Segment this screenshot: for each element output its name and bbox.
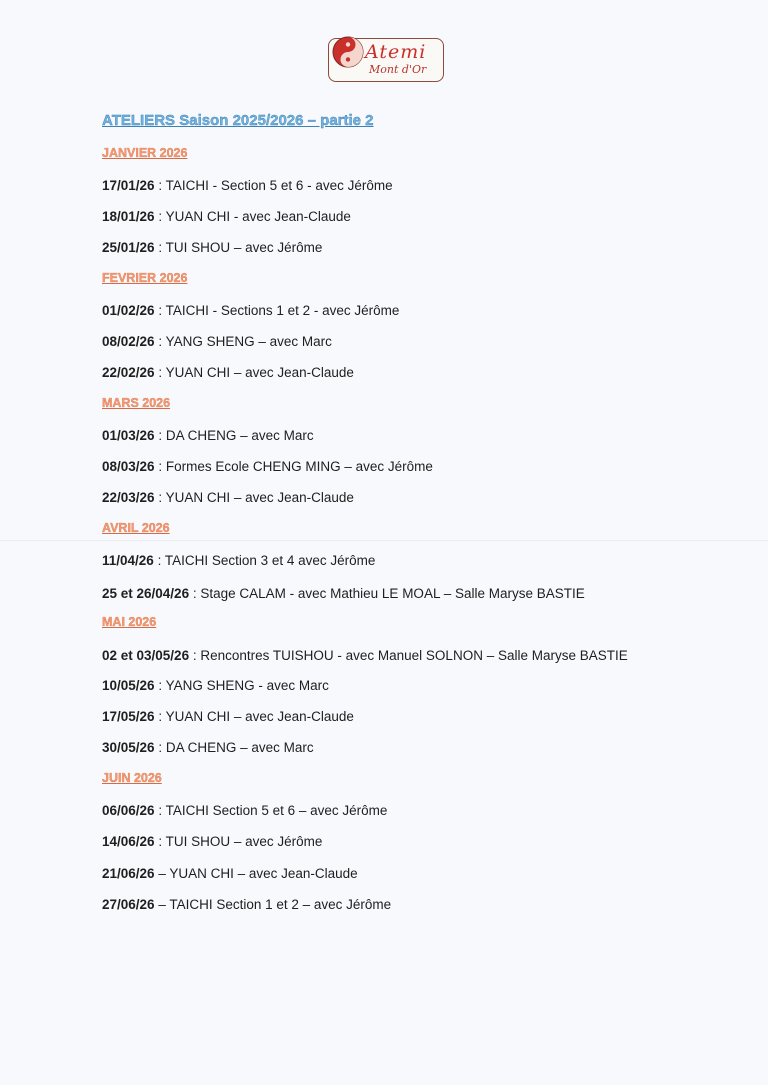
- schedule-entry: [102, 428, 314, 443]
- entry-text: YANG SHENG – avec Marc: [165, 334, 332, 349]
- schedule-entry: [102, 303, 399, 318]
- entry-text: YUAN CHI – avec Jean-Claude: [165, 709, 354, 724]
- entry-date: 25 et 26/04/26: [102, 586, 190, 601]
- entry-separator: :: [154, 459, 166, 474]
- entry-text: Stage CALAM - avec Mathieu LE MOAL – Salle Maryse BASTIE: [200, 586, 585, 601]
- entry-text: YUAN CHI – avec Jean-Claude: [165, 365, 354, 380]
- month-header-juin: JUIN 2026: [102, 771, 162, 785]
- schedule-entry: [102, 334, 332, 349]
- entry-date: 14/06/26: [102, 834, 155, 849]
- entry-separator: :: [154, 178, 166, 193]
- month-header-mai: MAI 2026: [102, 615, 157, 629]
- entry-date: 30/05/26: [102, 740, 155, 755]
- schedule-entry: [102, 553, 375, 568]
- entry-date: 17/05/26: [102, 709, 155, 724]
- schedule-entry: [102, 586, 585, 601]
- schedule-entry: [102, 678, 329, 693]
- schedule-entry: [102, 490, 354, 505]
- schedule-entry: [102, 803, 387, 818]
- entry-text: TAICHI Section 3 et 4 avec Jérôme: [164, 553, 376, 568]
- entry-separator: :: [189, 648, 201, 663]
- document-title: ATELIERS Saison 2025/2026 – partie 2: [102, 112, 374, 129]
- schedule-entry: [102, 834, 322, 849]
- entry-date: 08/03/26: [102, 459, 155, 474]
- entry-date: 27/06/26: [102, 897, 155, 912]
- entry-separator: :: [154, 428, 166, 443]
- entry-date: 22/02/26: [102, 365, 155, 380]
- entry-text: Formes Ecole CHENG MING – avec Jérôme: [165, 459, 433, 474]
- entry-date: 08/02/26: [102, 334, 155, 349]
- entry-separator: :: [154, 490, 166, 505]
- atemi-logo: [328, 38, 444, 82]
- entry-separator: :: [154, 303, 166, 318]
- entry-text: YUAN CHI – avec Jean-Claude: [165, 490, 354, 505]
- schedule-entry: [102, 365, 354, 380]
- entry-text: TAICHI - Sections 1 et 2 - avec Jérôme: [165, 303, 400, 318]
- entry-separator: :: [154, 834, 166, 849]
- schedule-entry: [102, 866, 358, 881]
- entry-text: TAICHI Section 1 et 2 – avec Jérôme: [169, 897, 392, 912]
- entry-date: 22/03/26: [102, 490, 155, 505]
- schedule-entry: [102, 648, 628, 663]
- entry-separator: :: [154, 803, 166, 818]
- entry-date: 02 et 03/05/26: [102, 648, 190, 663]
- schedule-entry: [102, 709, 354, 724]
- entry-separator: –: [154, 897, 170, 912]
- month-header-mars: MARS 2026: [102, 396, 171, 410]
- entry-separator: –: [154, 866, 170, 881]
- schedule-entry: [102, 209, 351, 224]
- entry-separator: :: [154, 678, 166, 693]
- month-header-janvier: JANVIER 2026: [102, 146, 188, 160]
- schedule-entry: [102, 740, 314, 755]
- schedule-entry: [102, 240, 322, 255]
- entry-separator: :: [154, 365, 166, 380]
- entry-separator: :: [154, 334, 166, 349]
- entry-date: 01/02/26: [102, 303, 155, 318]
- entry-date: 10/05/26: [102, 678, 155, 693]
- entry-text: TAICHI Section 5 et 6 – avec Jérôme: [165, 803, 388, 818]
- month-header-fevrier: FEVRIER 2026: [102, 271, 188, 285]
- entry-text: TUI SHOU – avec Jérôme: [165, 834, 323, 849]
- entry-date: 18/01/26: [102, 209, 155, 224]
- schedule-entry: [102, 178, 393, 193]
- entry-date: 01/03/26: [102, 428, 155, 443]
- entry-text: DA CHENG – avec Marc: [165, 428, 314, 443]
- entry-separator: :: [153, 553, 165, 568]
- schedule-entry: [102, 897, 391, 912]
- entry-separator: :: [189, 586, 201, 601]
- entry-text: TAICHI - Section 5 et 6 - avec Jérôme: [165, 178, 393, 193]
- entry-separator: :: [154, 740, 166, 755]
- entry-text: YUAN CHI – avec Jean-Claude: [169, 866, 358, 881]
- entry-date: 17/01/26: [102, 178, 155, 193]
- yin-yang-icon: [331, 35, 365, 69]
- entry-text: DA CHENG – avec Marc: [165, 740, 314, 755]
- schedule-entry: [102, 459, 433, 474]
- entry-separator: :: [154, 209, 166, 224]
- entry-text: TUI SHOU – avec Jérôme: [165, 240, 323, 255]
- entry-date: 25/01/26: [102, 240, 155, 255]
- entry-separator: :: [154, 709, 166, 724]
- logo-name: Atemi: [365, 41, 427, 63]
- paper-fold: [0, 540, 768, 541]
- entry-date: 11/04/26: [102, 553, 154, 568]
- entry-text: YUAN CHI - avec Jean-Claude: [165, 209, 351, 224]
- entry-date: 21/06/26: [102, 866, 155, 881]
- month-header-avril: AVRIL 2026: [102, 521, 170, 535]
- entry-separator: :: [154, 240, 166, 255]
- logo-subtitle: Mont d'Or: [369, 63, 427, 76]
- entry-text: YANG SHENG - avec Marc: [165, 678, 329, 693]
- entry-date: 06/06/26: [102, 803, 155, 818]
- entry-text: Rencontres TUISHOU - avec Manuel SOLNON – Salle Maryse BASTIE: [200, 648, 628, 663]
